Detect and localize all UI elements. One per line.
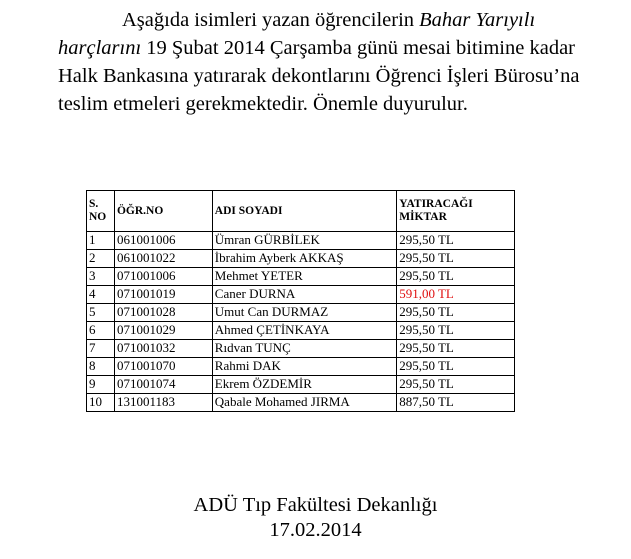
cell-amount: 295,50 TL: [397, 376, 515, 394]
cell-sequence-no: 4: [87, 286, 115, 304]
table-row: [87, 340, 515, 358]
cell-amount: 887,50 TL: [397, 394, 515, 412]
cell-amount: 295,50 TL: [397, 250, 515, 268]
table-row: [87, 232, 515, 250]
cell-full-name: Qabale Mohamed JIRMA: [212, 394, 396, 412]
cell-sequence-no: 9: [87, 376, 115, 394]
cell-sequence-no: 6: [87, 322, 115, 340]
cell-full-name: Ümran GÜRBİLEK: [212, 232, 396, 250]
table-row: [87, 304, 515, 322]
cell-amount: 295,50 TL: [397, 358, 515, 376]
cell-sequence-no: 8: [87, 358, 115, 376]
cell-full-name: Ekrem ÖZDEMİR: [212, 376, 396, 394]
header-amount: YATIRACAĞI MİKTAR: [397, 191, 515, 232]
cell-sequence-no: 7: [87, 340, 115, 358]
cell-student-no: 071001074: [114, 376, 212, 394]
cell-student-no: 071001019: [114, 286, 212, 304]
cell-full-name: Umut Can DURMAZ: [212, 304, 396, 322]
table-row: [87, 286, 515, 304]
announcement-paragraph: [58, 6, 598, 118]
cell-amount: 295,50 TL: [397, 268, 515, 286]
table-row: [87, 268, 515, 286]
header-student-no: ÖĞR.NO: [114, 191, 212, 232]
cell-student-no: 071001028: [114, 304, 212, 322]
table-row: [87, 322, 515, 340]
cell-sequence-no: 3: [87, 268, 115, 286]
table-row: [87, 250, 515, 268]
cell-amount: 295,50 TL: [397, 304, 515, 322]
cell-amount: 295,50 TL: [397, 340, 515, 358]
cell-student-no: 071001032: [114, 340, 212, 358]
cell-student-no: 061001006: [114, 232, 212, 250]
cell-full-name: İbrahim Ayberk AKKAŞ: [212, 250, 396, 268]
cell-full-name: Rıdvan TUNÇ: [212, 340, 396, 358]
cell-sequence-no: 1: [87, 232, 115, 250]
cell-student-no: 071001029: [114, 322, 212, 340]
header-sequence-no: S. NO: [87, 191, 115, 232]
student-fee-table: [86, 190, 515, 412]
cell-student-no: 071001070: [114, 358, 212, 376]
cell-amount: 295,50 TL: [397, 232, 515, 250]
cell-student-no: 131001183: [114, 394, 212, 412]
cell-sequence-no: 10: [87, 394, 115, 412]
cell-amount: 591,00 TL: [397, 286, 515, 304]
announcement-text-start: Aşağıda isimleri yazan öğrencilerin: [122, 9, 420, 31]
cell-sequence-no: 2: [87, 250, 115, 268]
cell-full-name: Mehmet YETER: [212, 268, 396, 286]
table-row: [87, 376, 515, 394]
table-row: [87, 394, 515, 412]
table-header-row: [87, 191, 515, 232]
cell-full-name: Rahmi DAK: [212, 358, 396, 376]
cell-full-name: Caner DURNA: [212, 286, 396, 304]
table-row: [87, 358, 515, 376]
cell-full-name: Ahmed ÇETİNKAYA: [212, 322, 396, 340]
cell-sequence-no: 5: [87, 304, 115, 322]
cell-student-no: 061001022: [114, 250, 212, 268]
announcement-emphasis: Bahar Yarıyılı harçlarını: [58, 9, 536, 59]
cell-student-no: 071001006: [114, 268, 212, 286]
cell-amount: 295,50 TL: [397, 322, 515, 340]
date-line: 17.02.2014: [269, 519, 362, 541]
header-full-name: ADI SOYADI: [212, 191, 396, 232]
signature-line: ADÜ Tıp Fakültesi Dekanlığı: [193, 494, 438, 516]
announcement-text-end: 19 Şubat 2014 Çarşamba günü mesai bitimine kadar Halk Bankasına yatırarak dekontlarını Öğrenci İşleri Bürosu’na teslim etmeleri gerekmektedir. Önemle duyurulur.: [58, 37, 580, 115]
table-body: [87, 232, 515, 412]
